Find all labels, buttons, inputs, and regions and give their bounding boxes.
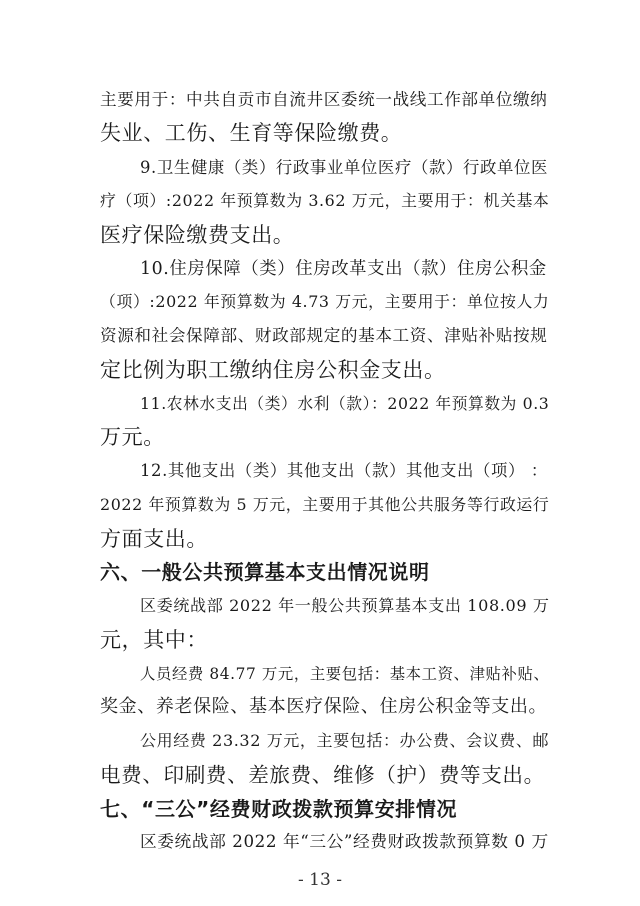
body-text-line: 失业、工伤、生育等保险缴费。	[100, 121, 403, 145]
page-number: - 13 -	[298, 870, 342, 890]
body-text-line: 人员经费 84.77 万元，主要包括：基本工资、津贴补贴、	[140, 665, 550, 683]
body-text-line: 公用经费 23.32 万元，主要包括：办公费、会议费、邮	[140, 731, 550, 750]
body-text-line: 2022 年预算数为 5 万元，主要用于其他公共服务等行政运行	[100, 495, 550, 514]
section-heading: 六、一般公共预算基本支出情况说明	[100, 560, 430, 584]
body-text-line: 主要用于：中共自贡市自流井区委统一战线工作部单位缴纳	[100, 90, 548, 109]
body-text-line: 万元。	[100, 425, 165, 449]
body-text-line: 12.其他支出（类）其他支出（款）其他支出（项） ：	[140, 461, 548, 480]
body-text-line: 区委统战部 2022 年一般公共预算基本支出 108.09 万	[140, 596, 550, 615]
body-text-line: 疗（项）:2022 年预算数为 3.62 万元，主要用于：机关基本	[100, 191, 550, 210]
section-heading: 七、“三公”经费财政拨款预算安排情况	[100, 797, 458, 821]
body-text-line: 10.住房保障（类）住房改革支出（款）住房公积金	[140, 259, 547, 279]
body-text-line: 方面支出。	[100, 527, 208, 551]
body-text-line: 元，其中：	[100, 628, 208, 652]
body-text-line: 区委统战部 2022 年“三公”经费财政拨款预算数 0 万	[140, 832, 549, 851]
body-text-line: 资源和社会保障部、财政部规定的基本工资、津贴补贴按规	[100, 326, 548, 345]
body-text-line: 9.卫生健康（类）行政事业单位医疗（款）行政单位医	[140, 158, 548, 177]
body-text-line: 电费、印刷费、差旅费、维修（护）费等支出。	[100, 763, 545, 787]
body-text-line: 奖金、养老保险、基本医疗保险、住房公积金等支出。	[100, 696, 548, 717]
body-text-line: 医疗保险缴费支出。	[100, 223, 295, 247]
body-text-line: （项）:2022 年预算数为 4.73 万元，主要用于：单位按人力	[100, 292, 550, 311]
body-text-line: 11.农林水支出（类）水利（款）：2022 年预算数为 0.3	[140, 394, 550, 413]
body-text-line: 定比例为职工缴纳住房公积金支出。	[100, 358, 446, 382]
